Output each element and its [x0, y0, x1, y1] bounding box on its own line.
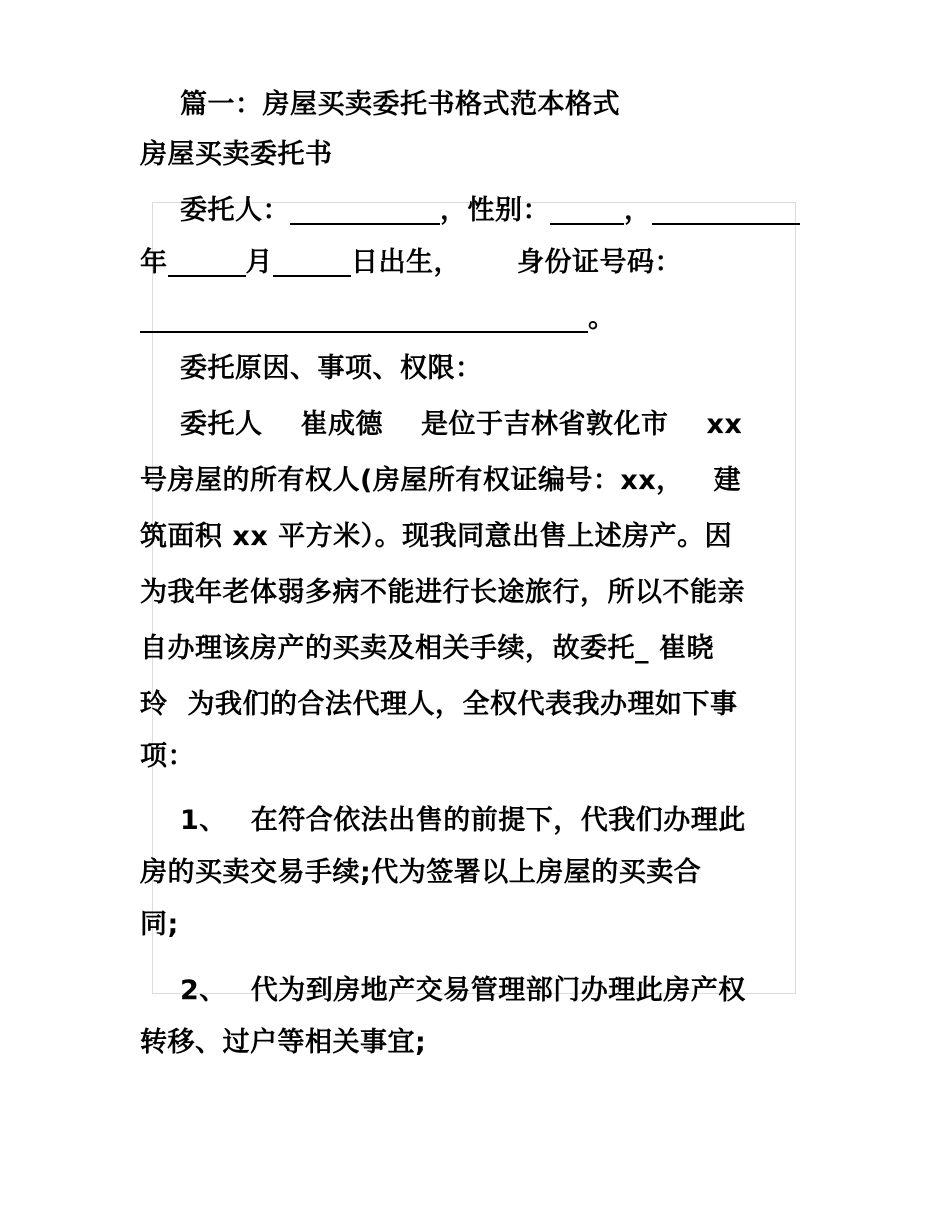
para1-text: 委托人 [180, 409, 263, 440]
item1-line1 [140, 794, 812, 848]
section-title-text: 篇一：房屋买卖委托书格式范本格式 [180, 89, 620, 120]
agent-name: 崔晓 [659, 633, 714, 664]
para1-line3 [140, 510, 812, 564]
house-number: xx [706, 409, 743, 440]
principal-name: 崔成德 [300, 409, 383, 440]
birth-label: 日出生， [351, 247, 461, 278]
id-period: 。 [588, 303, 616, 334]
para1-line1 [140, 398, 812, 452]
item1-text: 房的买卖交易手续;代为签署以上房屋的买卖合 [140, 857, 702, 888]
para1-text: 自办理该房产的买卖及相关手续，故委托_ [140, 633, 649, 664]
principal-line [140, 184, 812, 238]
doc-title-text: 房屋买卖委托书 [140, 139, 333, 170]
item1-line3 [140, 898, 812, 952]
doc-title [140, 128, 812, 182]
gender-blank[interactable] [550, 193, 624, 225]
para1-line4 [140, 566, 812, 620]
reason-heading-text: 委托原因、事项、权限： [180, 353, 483, 384]
item2-line2 [140, 1016, 812, 1070]
para1-text: 号房屋的所有权人 [140, 465, 360, 496]
para1-text: 筑面积 xx 平方米）。现我同意出售上述房产。因 [140, 521, 733, 552]
birth-year-blank[interactable] [652, 193, 800, 225]
gender-label: ，性别： [440, 195, 550, 226]
para1-line5 [140, 622, 812, 676]
para1-text: 建 [713, 465, 742, 496]
item2-text: 转移、过户等相关事宜; [140, 1027, 427, 1058]
item1-text: 在符合依法出售的前提下，代我们办理此 [250, 805, 746, 836]
item1-number: 1、 [180, 805, 227, 836]
comma: ， [624, 195, 652, 226]
birth-line [140, 236, 812, 290]
document-body [140, 80, 812, 1068]
para1-text: 为我年老体弱多病不能进行长途旅行，所以不能亲 [140, 577, 745, 608]
principal-name-blank[interactable] [290, 193, 440, 225]
birth-day-blank[interactable] [273, 245, 351, 277]
item2-line1 [140, 964, 812, 1018]
certificate-number: (房屋所有权证编号：xx， [360, 465, 684, 496]
item2-number: 2、 [180, 975, 227, 1006]
section-title [140, 78, 812, 132]
id-label: 身份证号码： [517, 247, 682, 278]
para1-line6 [140, 678, 812, 732]
para1-text: 是位于吉林省敦化市 [421, 409, 669, 440]
birth-month-blank[interactable] [168, 245, 246, 277]
para1-text: 项： [140, 741, 195, 772]
para1-line2 [140, 454, 812, 508]
para1-text: 为我们的合法代理人，全权代表我办理如下事 [187, 689, 738, 720]
id-number-line [140, 292, 812, 346]
month-label: 月 [245, 247, 273, 278]
item2-text: 代为到房地产交易管理部门办理此房产权 [250, 975, 746, 1006]
item1-text: 同; [140, 909, 179, 940]
id-number-blank[interactable] [140, 301, 588, 333]
item1-line2 [140, 846, 812, 900]
principal-label: 委托人： [180, 195, 290, 226]
year-label: 年 [140, 247, 168, 278]
reason-heading [140, 342, 812, 396]
agent-name: 玲 [140, 689, 168, 720]
para1-line7 [140, 730, 812, 784]
